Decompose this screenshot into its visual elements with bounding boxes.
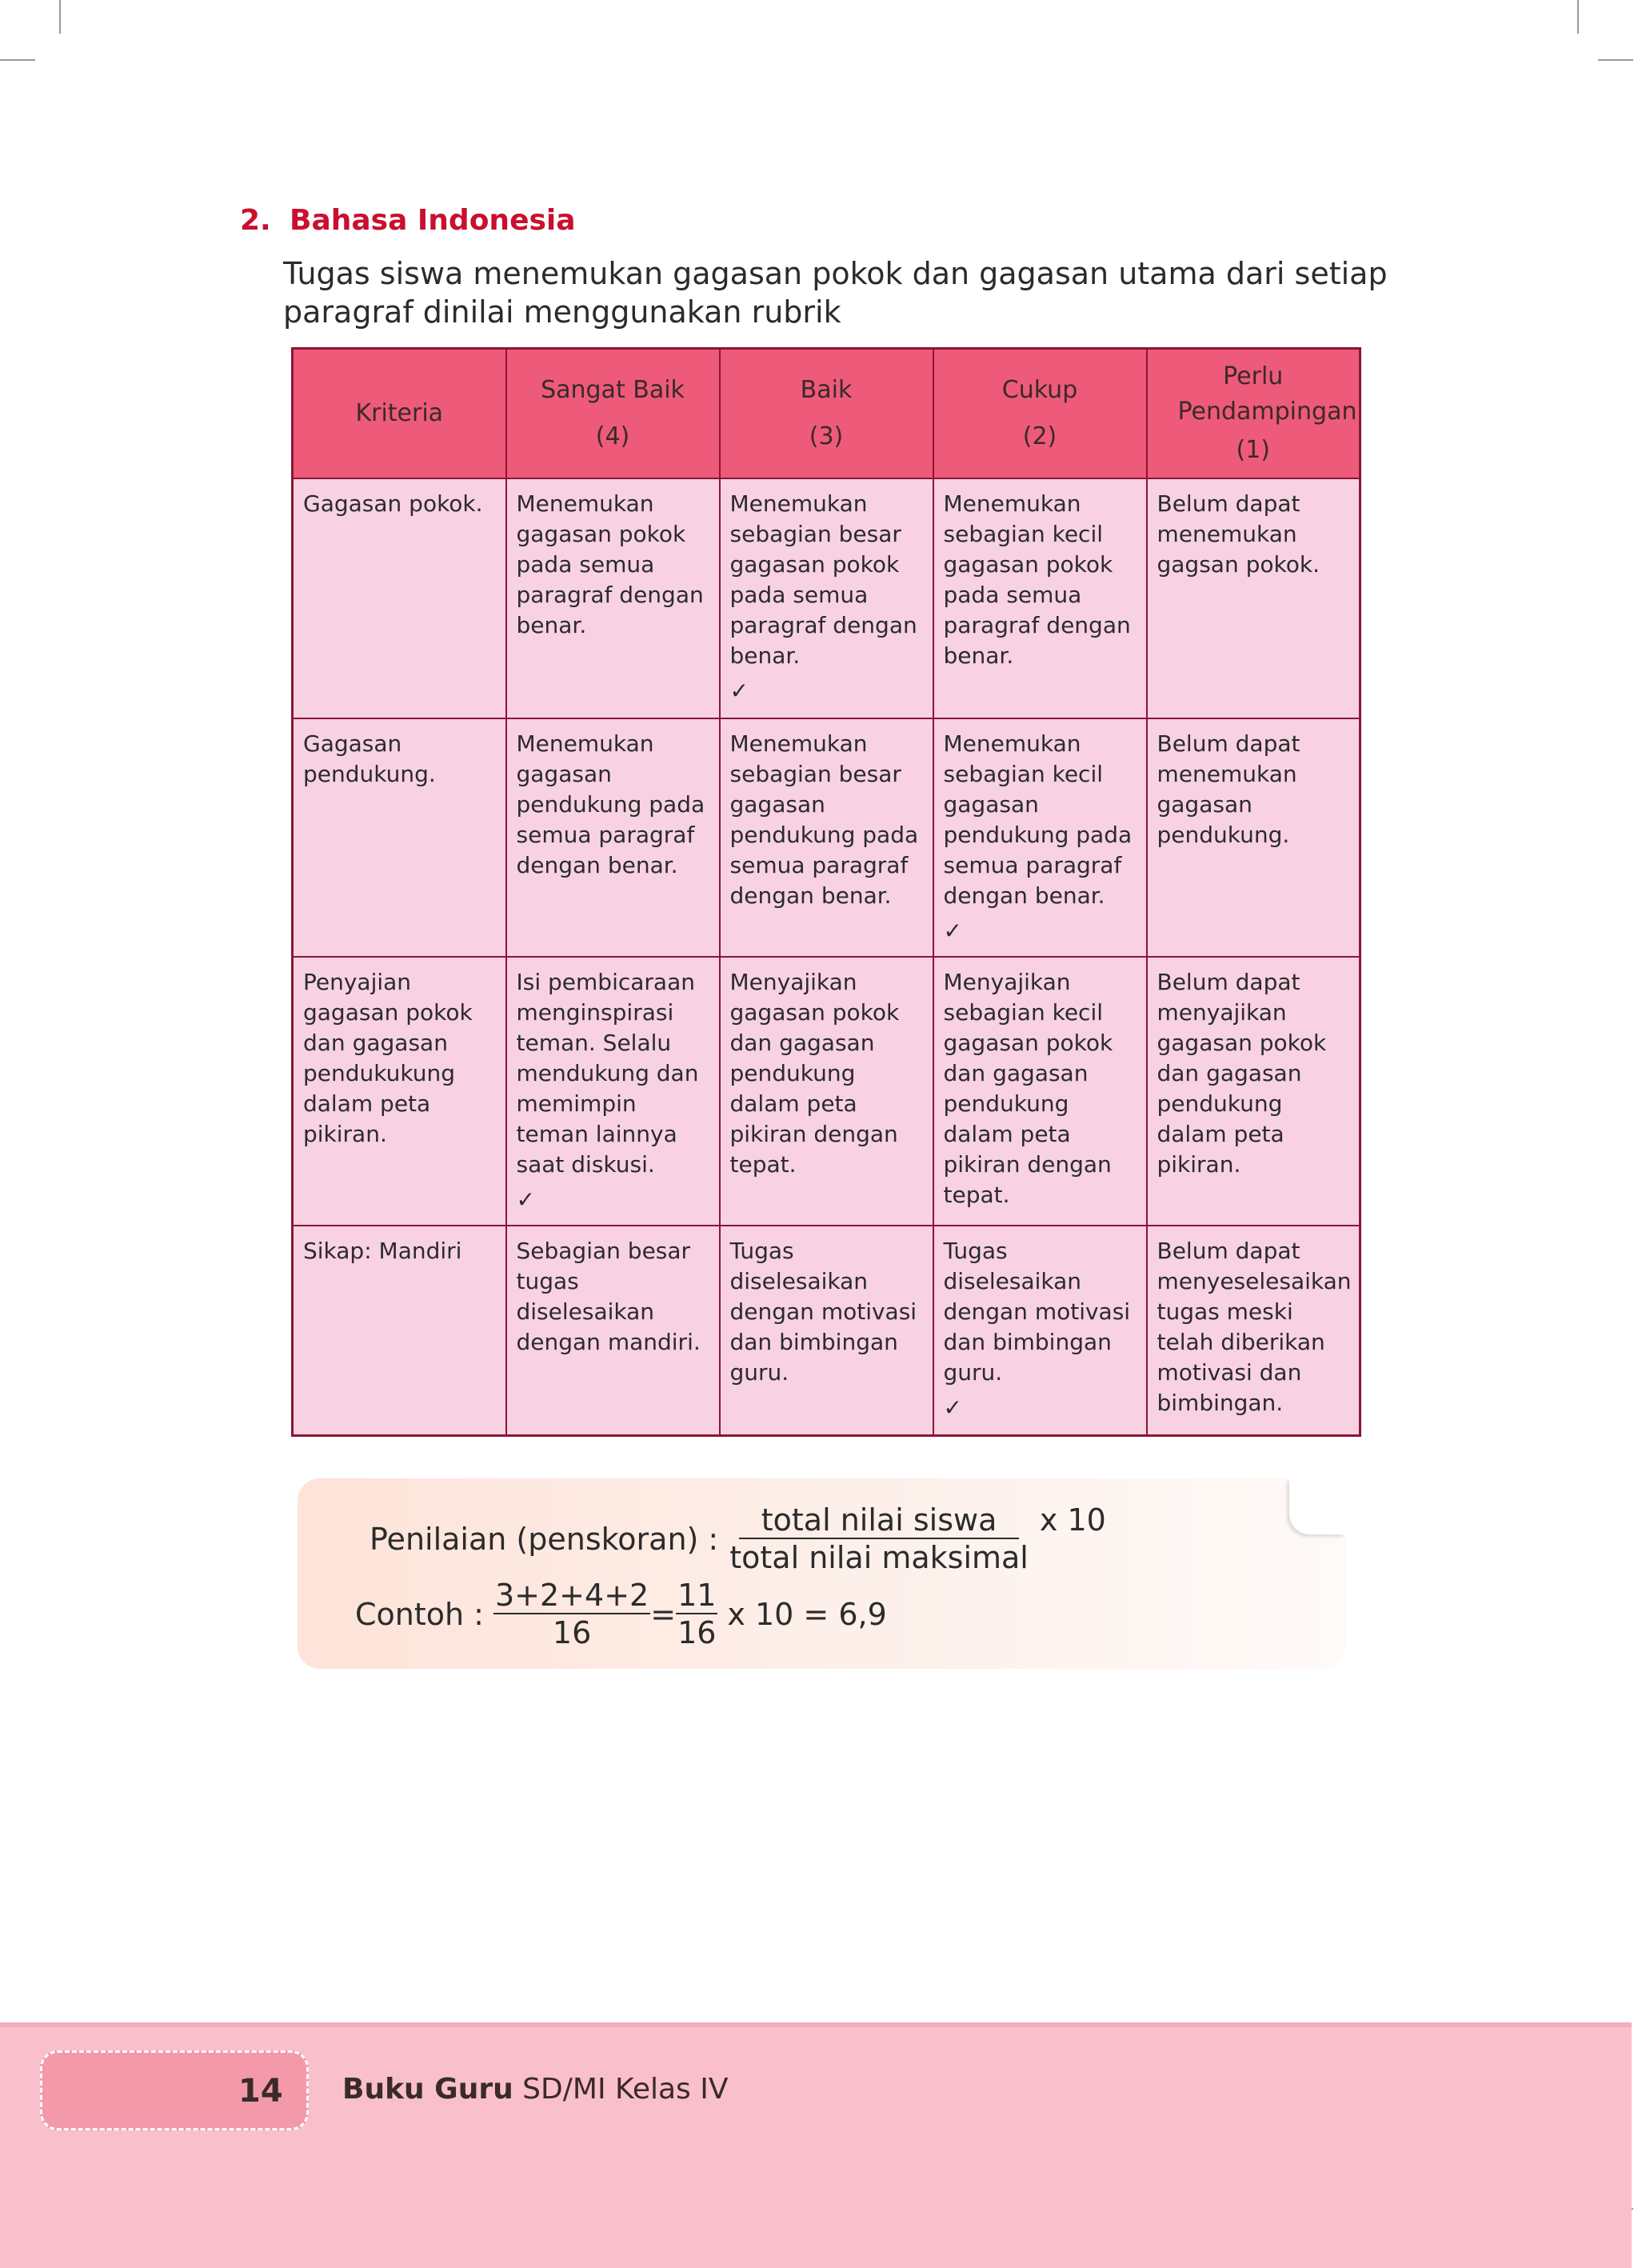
section-number: 2. [240,204,271,237]
formula-label: Penilaian (penskoran) : [370,1522,719,1557]
rubric-cell [1147,957,1360,1226]
rubric-cell [1147,718,1360,957]
crop-mark [1577,0,1579,34]
rubric-cell-text: Belum dapat menyajikan gagasan pokok dan gagasan pendukung dalam peta pikiran. [1157,969,1327,1178]
rubric-row [293,1226,1360,1435]
check-mark-icon: ✓ [943,1394,962,1421]
rubric-cell-text: Menyajikan gagasan pokok dan gagasan pendukung dalam peta pikiran dengan tepat. [729,969,900,1178]
rubric-cell [506,718,720,957]
header-perlu-pendampingan: Perlu Pendampingan (1) [1147,349,1360,479]
scoring-formula [370,1502,1106,1576]
check-mark-icon: ✓ [516,1186,535,1213]
rubric-cell-text: Menemukan sebagian besar gagasan pendukung pada semua paragraf dengan benar. [729,730,919,909]
rubric-cell [933,957,1147,1226]
header-baik: Baik (3) [720,349,933,479]
rubric-cell [933,478,1147,718]
section-title: Bahasa Indonesia [290,204,576,237]
rubric-cell [506,957,720,1226]
rubric-cell [933,1226,1147,1435]
rubric-cell [1147,1226,1360,1435]
crop-mark [1598,59,1633,61]
rubric-criteria-cell: Penyajian gagasan pokok dan gagasan pendukukung dalam peta pikiran. [293,957,506,1226]
check-mark-icon: ✓ [943,918,962,944]
formula-multiplier: x 10 [1039,1502,1106,1538]
example-result: x 10 = 6,9 [727,1597,887,1632]
rubric-criteria-cell: Gagasan pokok. [293,478,506,718]
rubric-cell-text: Tugas diselesaikan dengan motivasi dan bimbingan guru. [943,1238,1131,1386]
rubric-cell-text: Menemukan gagasan pendukung pada semua paragraf dengan benar. [516,730,705,878]
scoring-example [355,1578,887,1651]
crop-mark [0,59,35,61]
scoring-formula-box [298,1478,1345,1669]
page-number: 14 [238,2073,283,2110]
rubric-cell-text: Belum dapat menemukan gagasan pendukung. [1157,730,1300,848]
header-sangat-baik: Sangat Baik (4) [506,349,720,479]
formula-fraction [729,1502,1029,1576]
rubric-header-row [293,349,1360,479]
rubric-cell [720,718,933,957]
rubric-cell [933,718,1147,957]
example-label: Contoh : [355,1597,484,1632]
rubric-row [293,478,1360,718]
rubric-cell-text: Menemukan sebagian besar gagasan pokok pada semua paragraf dengan benar. [729,490,917,669]
rubric-cell-text: Belum dapat menyeselesaikan tugas meski telah diberikan motivasi dan bimbingan. [1157,1238,1352,1416]
rubric-row [293,718,1360,957]
example-fraction-reduced: $\frac{11}{16}$ [677,1578,717,1650]
formula-denominator: total nilai maksimal [729,1540,1029,1575]
rubric-cell [720,957,933,1226]
intro-line: Tugas siswa menemukan gagasan pokok dan gagasan utama dari setiap [283,256,1388,291]
book-title: Buku Guru SD/MI Kelas IV [342,2073,729,2106]
header-kriteria: Kriteria [293,349,506,479]
rubric-cell-text: Menemukan sebagian kecil gagasan pokok pada semua paragraf dengan benar. [943,490,1131,669]
check-mark-icon: ✓ [729,678,749,704]
intro-line: paragraf dinilai menggunakan rubrik [283,294,841,330]
header-cukup: Cukup (2) [933,349,1147,479]
rubric-cell-text: Menemukan gagasan pokok pada semua paragraf dengan benar. [516,490,704,638]
rubric-cell-text: Sebagian besar tugas diselesaikan dengan mandiri. [516,1238,701,1355]
rubric-cell [720,1226,933,1435]
rubric-cell-text: Menyajikan sebagian kecil gagasan pokok dan gagasan pendukung dalam peta pikiran dengan tepat. [943,969,1113,1208]
section-intro [283,254,1419,331]
crop-mark [59,0,61,34]
rubric-criteria-cell: Gagasan pendukung. [293,718,506,957]
rubric-cell-text: Menemukan sebagian kecil gagasan pendukung pada semua paragraf dengan benar. [943,730,1133,909]
rubric-cell [506,478,720,718]
rubric-cell-text: Tugas diselesaikan dengan motivasi dan bimbingan guru. [729,1238,917,1386]
example-fraction: $\frac{3+2+4+2}{16}$ [494,1578,649,1650]
rubric-cell [720,478,933,718]
section-heading [240,204,576,237]
rubric-criteria-cell: Sikap: Mandiri [293,1226,506,1435]
rubric-cell [1147,478,1360,718]
rubric-row [293,957,1360,1226]
rubric-cell [506,1226,720,1435]
page-fold-decoration [1289,1478,1345,1534]
formula-numerator: total nilai siswa [739,1502,1020,1539]
example-equals: = [650,1597,677,1632]
rubric-cell-text: Belum dapat menemukan gagsan pokok. [1157,490,1320,578]
rubric-table [291,347,1361,1437]
rubric-cell-text: Isi pembicaraan menginspirasi teman. Selalu mendukung dan memimpin teman lainnya saat diskusi. [516,969,699,1178]
